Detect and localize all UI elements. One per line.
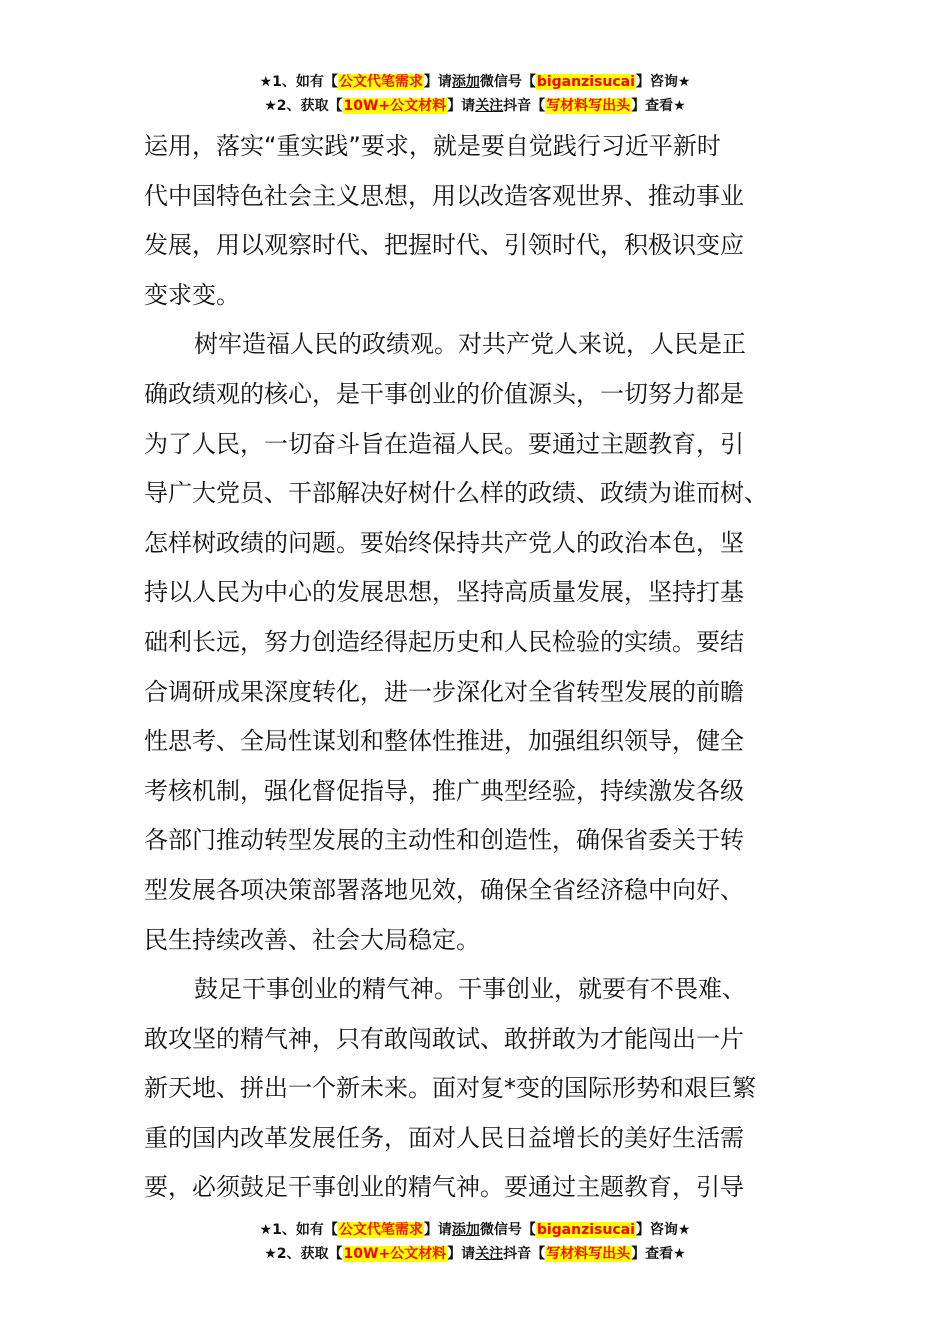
text-line: 要，必须鼓足干事创业的精气神。要通过主题教育，引导: [144, 1173, 744, 1202]
text-line: 型发展各项决策部署落地见效，确保全省经济稳中向好、: [144, 875, 744, 904]
banner-highlight: biganzisucai: [536, 74, 635, 90]
banner-text: 】查看★: [631, 1246, 686, 1262]
text-line: 为了人民，一切奋斗旨在造福人民。要通过主题教育，引: [144, 429, 744, 458]
banner-text: ★1、如有【: [259, 1222, 338, 1238]
banner-underline-text: 关注: [475, 98, 504, 114]
text-line: 运用，落实“重实践”要求，就是要自觉践行习近平新时: [144, 132, 721, 160]
banner-text: ★2、获取【: [264, 1246, 343, 1262]
text-line: 民生持续改善、社会大局稳定。: [144, 925, 480, 954]
banner-text: 】请: [447, 98, 476, 114]
paragraph: [144, 122, 804, 320]
banner-text: 微信号【: [479, 74, 536, 90]
text-line: 各部门推动转型发展的主动性和创造性，确保省委关于转: [144, 826, 744, 855]
text-line: 变求变。: [144, 280, 240, 309]
banner-line-2: [0, 94, 950, 118]
banner-highlight: 写材料写出头: [546, 1246, 631, 1262]
text-line: 持以人民为中心的发展思想，坚持高质量发展，坚持打基: [144, 578, 744, 607]
banner-highlight: 公文代笔需求: [338, 74, 423, 90]
text-line: 考核机制，强化督促指导，推广典型经验，持续激发各级: [144, 776, 744, 805]
banner-highlight: 写材料写出头: [546, 98, 631, 114]
text-line: 础利长远，努力创造经得起历史和人民检验的实绩。要结: [144, 627, 744, 656]
banner-text: 微信号【: [479, 1222, 536, 1238]
text-line: 导广大党员、干部解决好树什么样的政绩、政绩为谁而树、: [144, 479, 768, 508]
text-line: 怎样树政绩的问题。要始终保持共产党人的政治本色，坚: [144, 528, 744, 557]
banner-highlight: 公文代笔需求: [338, 1222, 423, 1238]
banner-text: 】查看★: [631, 98, 686, 114]
text-line: 代中国特色社会主义思想，用以改造客观世界、推动事业: [144, 181, 744, 210]
banner-underline-text: 关注: [475, 1246, 504, 1262]
banner-text: 】请: [447, 1246, 476, 1262]
banner-underline-text: 添加: [451, 1222, 480, 1238]
banner-line-2: [0, 1242, 950, 1266]
text-line: 重的国内改革发展任务，面对人民日益增长的美好生活需: [144, 1123, 744, 1152]
banner-highlight: 10W+公文材料: [343, 1246, 447, 1262]
banner-highlight: 10W+公文材料: [343, 98, 447, 114]
text-line: 鼓足干事创业的精气神。干事创业，就要有不畏难、: [194, 975, 746, 1004]
banner-text: 】请: [423, 74, 452, 90]
banner-text: ★2、获取【: [264, 98, 343, 114]
banner-text: 抖音【: [503, 1246, 546, 1262]
banner-line-1: [0, 1218, 950, 1242]
banner-text: 】咨询★: [635, 74, 691, 90]
text-line: 树牢造福人民的政绩观。对共产党人来说，人民是正: [194, 330, 746, 359]
text-line: 发展，用以观察时代、把握时代、引领时代，积极识变应: [144, 231, 744, 260]
header-banner: [0, 70, 950, 118]
banner-highlight: biganzisucai: [536, 1222, 635, 1238]
text-line: 性思考、全局性谋划和整体性推进，加强组织领导，健全: [144, 727, 744, 756]
document-body: [144, 122, 804, 1213]
banner-underline-text: 添加: [451, 74, 480, 90]
text-line: 敢攻坚的精气神，只有敢闯敢试、敢拼敢为才能闯出一片: [144, 1024, 744, 1053]
text-line: 确政绩观的核心，是干事创业的价值源头，一切努力都是: [144, 379, 744, 408]
banner-text: 】咨询★: [635, 1222, 691, 1238]
paragraph: [144, 965, 804, 1213]
banner-text: 】请: [423, 1222, 452, 1238]
paragraph: [144, 320, 804, 965]
text-line: 新天地、拼出一个新未来。面对复*变的国际形势和艰巨繁: [144, 1074, 756, 1103]
banner-text: 抖音【: [503, 98, 546, 114]
footer-banner: [0, 1218, 950, 1266]
banner-text: ★1、如有【: [259, 74, 338, 90]
banner-line-1: [0, 70, 950, 94]
text-line: 合调研成果深度转化，进一步深化对全省转型发展的前瞻: [144, 677, 744, 706]
